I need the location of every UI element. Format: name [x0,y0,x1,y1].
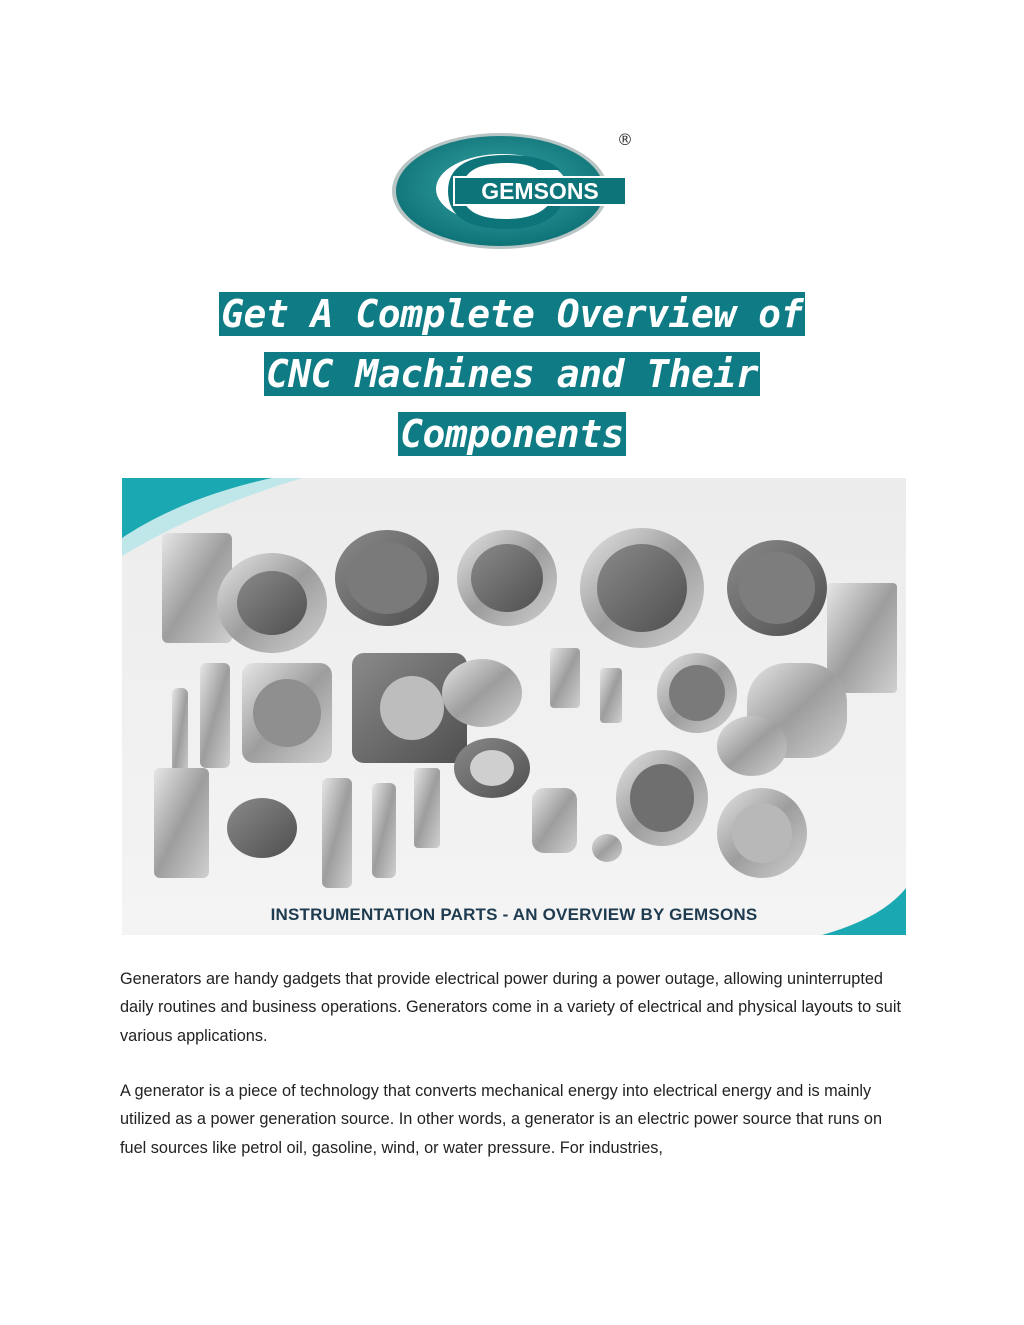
paragraph-1: Generators are handy gadgets that provide electrical power during a power outage, allowing uninterrupted daily routines and business operations. Generators come in a variety of electrical and physical layouts to suit various applications. [120,970,902,1045]
title-line-1: Get A Complete Overview of [221,292,803,336]
registered-mark: ® [617,130,633,149]
logo-text: GEMSONS [481,178,599,204]
banner-illustration [122,478,906,935]
instrumentation-parts-banner [122,478,906,935]
title-line-3: Components [400,412,624,456]
gemsons-logo [388,125,638,253]
paragraph-2: A generator is a piece of technology that converts mechanical energy into electrical energy and is mainly utilized as a power generation source. In other words, a generator is an electric power source that runs on fuel sources like petrol oil, gasoline, wind, or water pressure. For industries, [120,1082,883,1157]
page-title [0,286,1024,466]
title-line-2: CNC Machines and Their [265,352,759,396]
banner-caption: INSTRUMENTATION PARTS - AN OVERVIEW BY GEMSONS [270,905,758,924]
logo-graphic [388,125,638,253]
